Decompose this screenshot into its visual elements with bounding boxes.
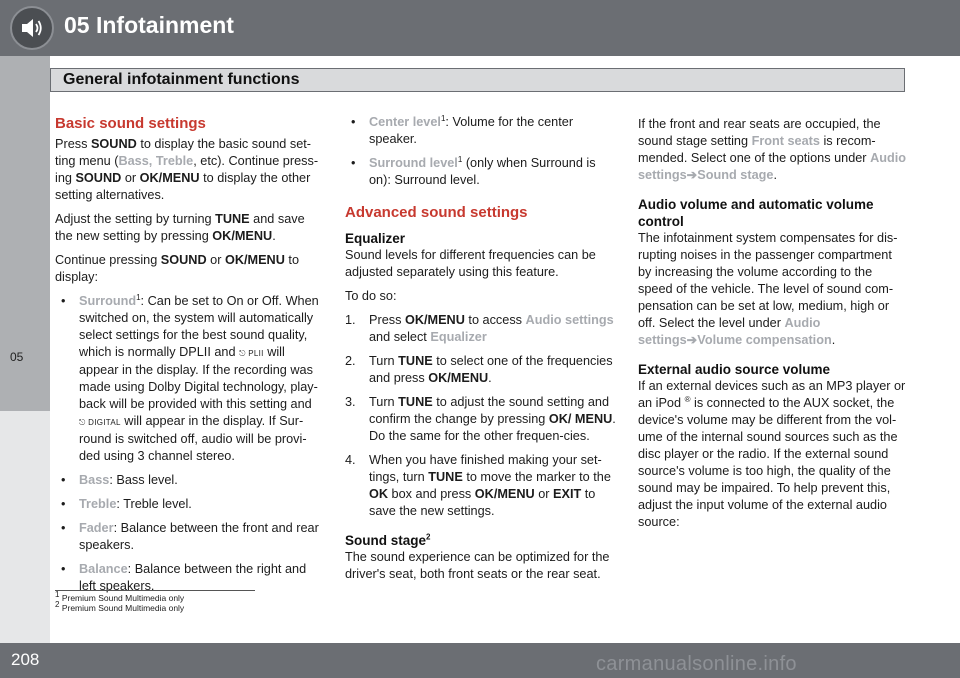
page-number: 208: [11, 650, 40, 669]
bullet-icon: •: [61, 473, 66, 487]
paragraph: If the front and rear seats are occupied, the sound stage setting Front seats is recom-mended. Select one of the options under Audio settings➔Sound stage.: [638, 117, 907, 182]
header-bar: [0, 0, 960, 56]
arrow-icon: ➔: [686, 333, 698, 347]
equalizer-heading: Equalizer: [345, 231, 406, 246]
dolby-plii-badge: ⎋ PLII: [239, 349, 264, 358]
list-item: 3. Turn TUNE to adjust the sound setting and confirm the change by pressing OK/ MENU. Do the same for the other frequen-cies.: [345, 395, 616, 443]
paragraph: The infotainment system compensates for dis-rupting noises in the passenger compartment by increasing the volume according to the speed of the vehicle. The level of sound com-pensation can be set at low, medium, high or off. Select the level under Audio settings➔Volume compensation.: [638, 231, 898, 347]
speaker-icon: [10, 6, 54, 50]
paragraph: To do so:: [345, 289, 397, 303]
paragraph: Continue pressing SOUND or OK/MENU to display:: [55, 253, 299, 284]
basic-sound-heading: Basic sound settings: [55, 115, 206, 132]
chapter-tab: 05: [10, 350, 24, 364]
list-item: 4. When you have finished making your set-tings, turn TUNE to move the marker to the OK box and press OK/MENU or EXIT to save the new settings.: [345, 453, 611, 518]
footnotes: [55, 590, 255, 613]
list-item: • Balance: Balance between the right and left speakers.: [61, 562, 307, 593]
section-header: [50, 68, 905, 92]
external-audio-heading: External audio source volume: [638, 362, 831, 377]
chapter-sidebar: [0, 56, 50, 411]
watermark: carmanualsonline.info: [596, 653, 797, 675]
paragraph: If an external devices such as an MP3 player or an iPod ® is connected to the AUX socket, the device's volume may be different from the vol-ume of the internal sound sources such as the disc player or the radio. If the external sound source's volume is too high, the quality of the sound may be impaired. To help prevent this, adjust the input volume of the external audio source:: [638, 379, 906, 529]
paragraph: The sound experience can be optimized for the driver's seat, both front seats or the rear seat.: [345, 550, 610, 581]
list-item: • Surround$^1$: Can be set to On or Off. When switched on, the system will automatically select settings for the best sound quality, which is normally DPLII and ⎋ PLII will appear in the display. If the recording was made using Dolby Digital technology, play-back will be provided with this setting and ⎋ DIGITAL will appear in the display. If Sur-round is switched off, audio will be provi-ded using 3 channel stereo.: [61, 292, 319, 463]
list-item: • Center level$^1$: Volume for the center speaker.: [351, 113, 574, 146]
list-item: • Bass: Bass level.: [61, 473, 178, 487]
bullet-icon: •: [351, 156, 356, 170]
bullet-icon: •: [61, 497, 66, 511]
section-title: General infotainment functions: [63, 71, 300, 88]
bullet-icon: •: [351, 115, 356, 129]
list-item: • Treble: Treble level.: [61, 497, 192, 511]
footer-bar: [0, 643, 960, 678]
column-3: [638, 116, 908, 538]
paragraph: Press SOUND to display the basic sound set-ting menu (Bass, Treble, etc). Continue press-ing SOUND or OK/MENU to display the other setting alternatives.: [55, 137, 319, 202]
arrow-icon: ➔: [686, 168, 698, 182]
bullet-icon: •: [61, 294, 66, 308]
chapter-title: 05 Infotainment: [64, 12, 234, 38]
list-item: 2. Turn TUNE to select one of the frequencies and press OK/MENU.: [345, 354, 613, 385]
column-2: [345, 114, 617, 590]
list-item: • Surround level$^1$ (only when Surround is on): Surround level.: [351, 154, 596, 187]
list-item: • Fader: Balance between the front and rear speakers.: [61, 521, 319, 552]
footnote: $^1$ Premium Sound Multimedia only: [55, 590, 185, 603]
paragraph: Adjust the setting by turning TUNE and save the new setting by pressing OK/MENU.: [55, 212, 305, 243]
paragraph: Sound levels for different frequencies can be adjusted separately using this feature.: [345, 248, 596, 279]
list-item: 1. Press OK/MENU to access Audio settings and select Equalizer: [345, 313, 614, 344]
footnote: $^2$ Premium Sound Multimedia only: [55, 600, 185, 613]
bullet-icon: •: [61, 521, 66, 535]
sound-stage-heading: Sound stage$^2$: [345, 532, 431, 548]
bullet-icon: •: [61, 562, 66, 576]
avc-heading: Audio volume and automatic volume control: [638, 197, 874, 229]
dolby-digital-badge: ⎋ DIGITAL: [79, 418, 121, 427]
advanced-sound-heading: Advanced sound settings: [345, 204, 528, 221]
menu-term: Bass, Treble: [118, 154, 194, 168]
column-1: [55, 114, 325, 602]
sidebar-lower: [0, 411, 50, 643]
